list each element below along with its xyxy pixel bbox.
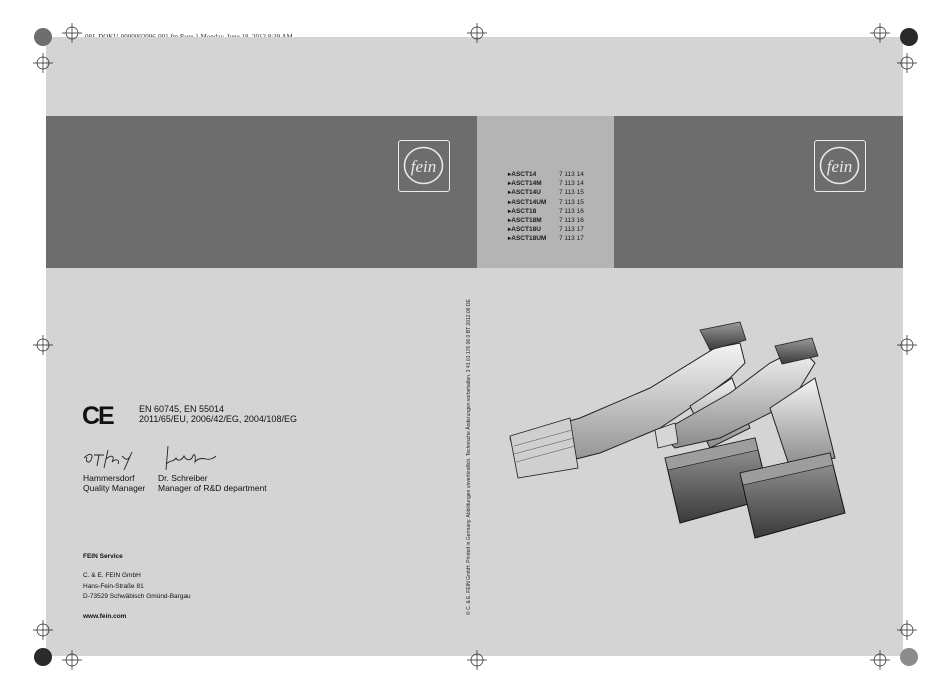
model-row: ▸ ASCT14 7 113 14: [508, 170, 584, 179]
standards-line: 2011/65/EU, 2006/42/EG, 2004/108/EG: [139, 414, 297, 424]
signatory-name: Hammersdorf: [83, 473, 135, 483]
signatory-name: Dr. Schreiber: [158, 473, 208, 483]
model-row: ▸ ASCT18 7 113 16: [508, 207, 584, 216]
model-row: ▸ ASCT18UM 7 113 17: [508, 234, 584, 243]
service-title: FEIN Service: [83, 553, 123, 560]
signatory-role: Quality Manager: [83, 483, 146, 493]
logo-text: fein: [410, 157, 437, 176]
ce-mark: CE: [82, 402, 113, 430]
model-row: ▸ ASCT14M 7 113 14: [508, 179, 584, 188]
service-city: D-73529 Schwäbisch Gmünd-Bargau: [83, 593, 191, 600]
model-row: ▸ ASCT14U 7 113 15: [508, 188, 584, 197]
website-link[interactable]: www.fein.com: [83, 613, 127, 620]
model-row: ▸ ASCT18M 7 113 16: [508, 216, 584, 225]
spine-imprint: © C. & E. FEIN GmbH. Printed in Germany. Abbildungen unverbindlich. Technische Änderungen vorbehalten. 3 41 01 176 06 0 BT 2012.06 DE: [466, 299, 472, 615]
service-street: Hans-Fein-Straße 81: [83, 582, 144, 590]
logo-text: fein: [826, 157, 853, 176]
model-row: ▸ ASCT14UM 7 113 15: [508, 198, 584, 207]
signatory-role: Manager of R&D department: [158, 483, 267, 493]
model-row: ▸ ASCT18U 7 113 17: [508, 225, 584, 234]
standards-line: EN 60745, EN 55014: [139, 404, 225, 414]
service-company: C. & E. FEIN GmbH: [83, 572, 141, 579]
